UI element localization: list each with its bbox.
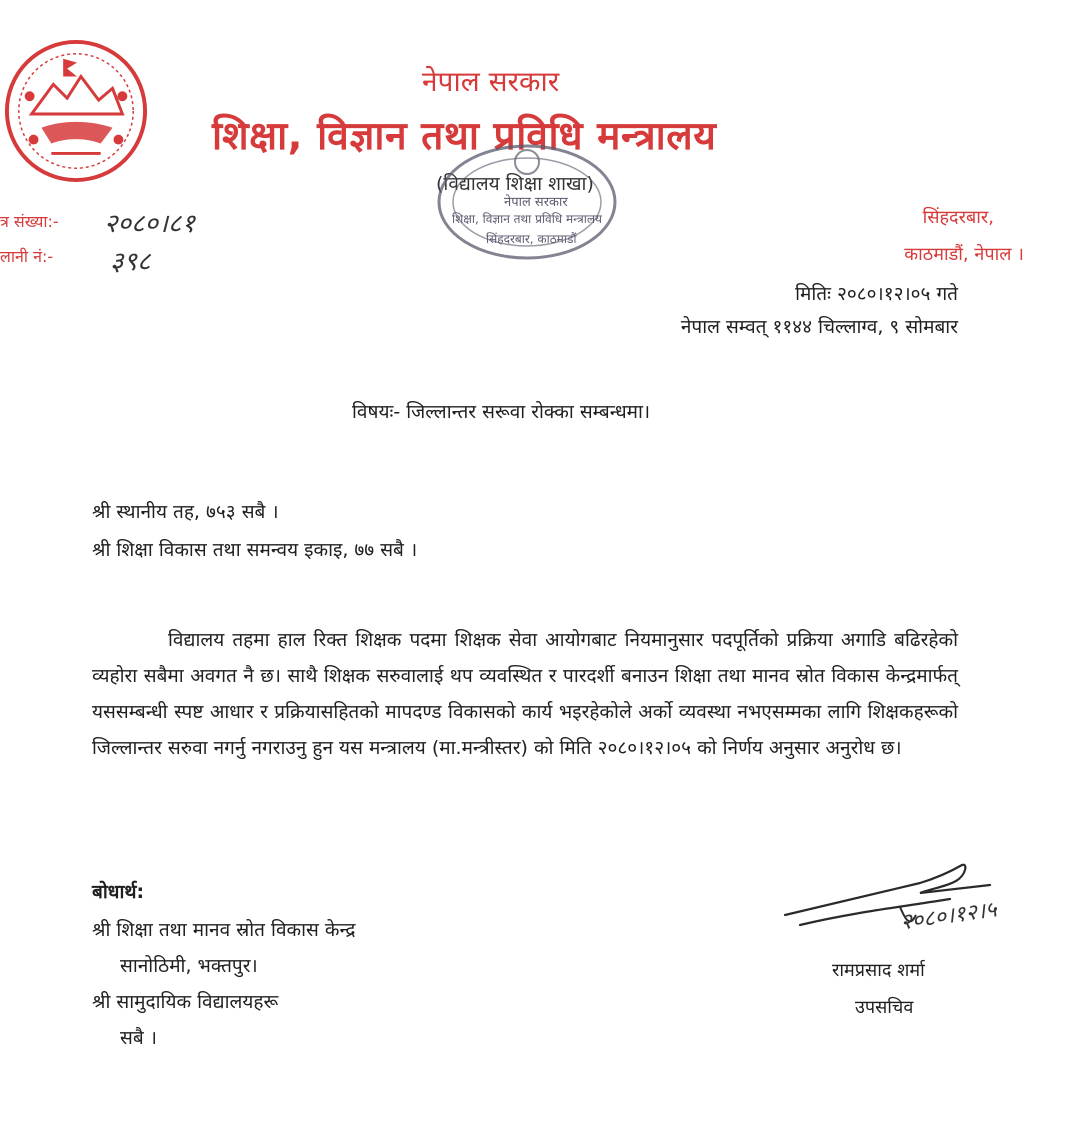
signatory-name: रामप्रसाद शर्मा <box>832 960 925 981</box>
letter-number-label: त्र संख्या:- <box>0 212 59 231</box>
recipient-line: श्री स्थानीय तह, ७५३ सबै । <box>92 501 279 523</box>
dispatch-number-label: लानी नं:- <box>0 247 54 266</box>
section-name: (विद्यालय शिक्षा शाखा) <box>436 173 594 195</box>
cc-item: श्री सामुदायिक विद्यालयहरू <box>92 991 279 1013</box>
stamp-text-2: शिक्षा, विज्ञान तथा प्रविधि मन्त्रालय <box>452 212 602 226</box>
signature-icon <box>780 855 1050 950</box>
letter-number-value: २०८०।८१ <box>104 209 195 239</box>
cc-item: सबै । <box>120 1027 157 1049</box>
signatory-title: उपसचिव <box>855 997 914 1018</box>
bs-date: मितिः २०८०।१२।०५ गते <box>795 283 958 305</box>
stamp-text-3: सिंहदरबार, काठमाडौं <box>486 232 577 246</box>
government-title: नेपाल सरकार <box>422 65 560 98</box>
dispatch-number-value: ३९८ <box>110 247 151 277</box>
signature-date: २०८०।१२।५ <box>898 897 999 936</box>
subject-line: विषयः- जिल्लान्तर सरूवा रोक्का सम्बन्धमा। <box>352 401 651 423</box>
nepal-sambat-date: नेपाल सम्वत् ११४४ चिल्लाग्व, ९ सोमबार <box>680 316 958 338</box>
cc-label: बोधार्थ: <box>92 881 145 903</box>
ministry-title: शिक्षा, विज्ञान तथा प्रविधि मन्त्रालय <box>212 114 717 159</box>
nepal-government-emblem-icon <box>2 36 150 186</box>
recipient-line: श्री शिक्षा विकास तथा समन्वय इकाइ, ७७ सबै । <box>92 539 418 561</box>
body-paragraph: विद्यालय तहमा हाल रिक्त शिक्षक पदमा शिक्षक सेवा आयोगबाट नियमानुसार पदपूर्तिको प्रक्रिया अगाडि बढिरहेको व्यहोरा सबैमा अवगत नै छ। साथै शिक्षक सरुवालाई थप व्यवस्थित र पारदर्शी बनाउन शिक्षा तथा मानव स्रोत विकास केन्द्रमार्फत् यससम्बन्धी स्पष्ट आधार र प्रक्रियासहितको मापदण्ड विकासको कार्य भइरहेकोले अर्को व्यवस्था नभएसम्मका लागि शिक्षकहरूको जिल्लान्तर सरुवा नगर्नु नगराउनु हुन यस मन्त्रालय (मा.मन्त्रीस्तर) को मिति २०८०।१२।०५ को निर्णय अनुसार अनुरोध छ। <box>92 629 958 759</box>
address-line-1: सिंहदरबार, <box>922 207 994 228</box>
stamp-text-1: नेपाल सरकार <box>504 195 568 210</box>
address-line-2: काठमाडौं, नेपाल । <box>904 244 1024 265</box>
cc-item: श्री शिक्षा तथा मानव स्रोत विकास केन्द्र <box>92 919 356 941</box>
cc-item: सानोठिमी, भक्तपुर। <box>120 955 258 977</box>
